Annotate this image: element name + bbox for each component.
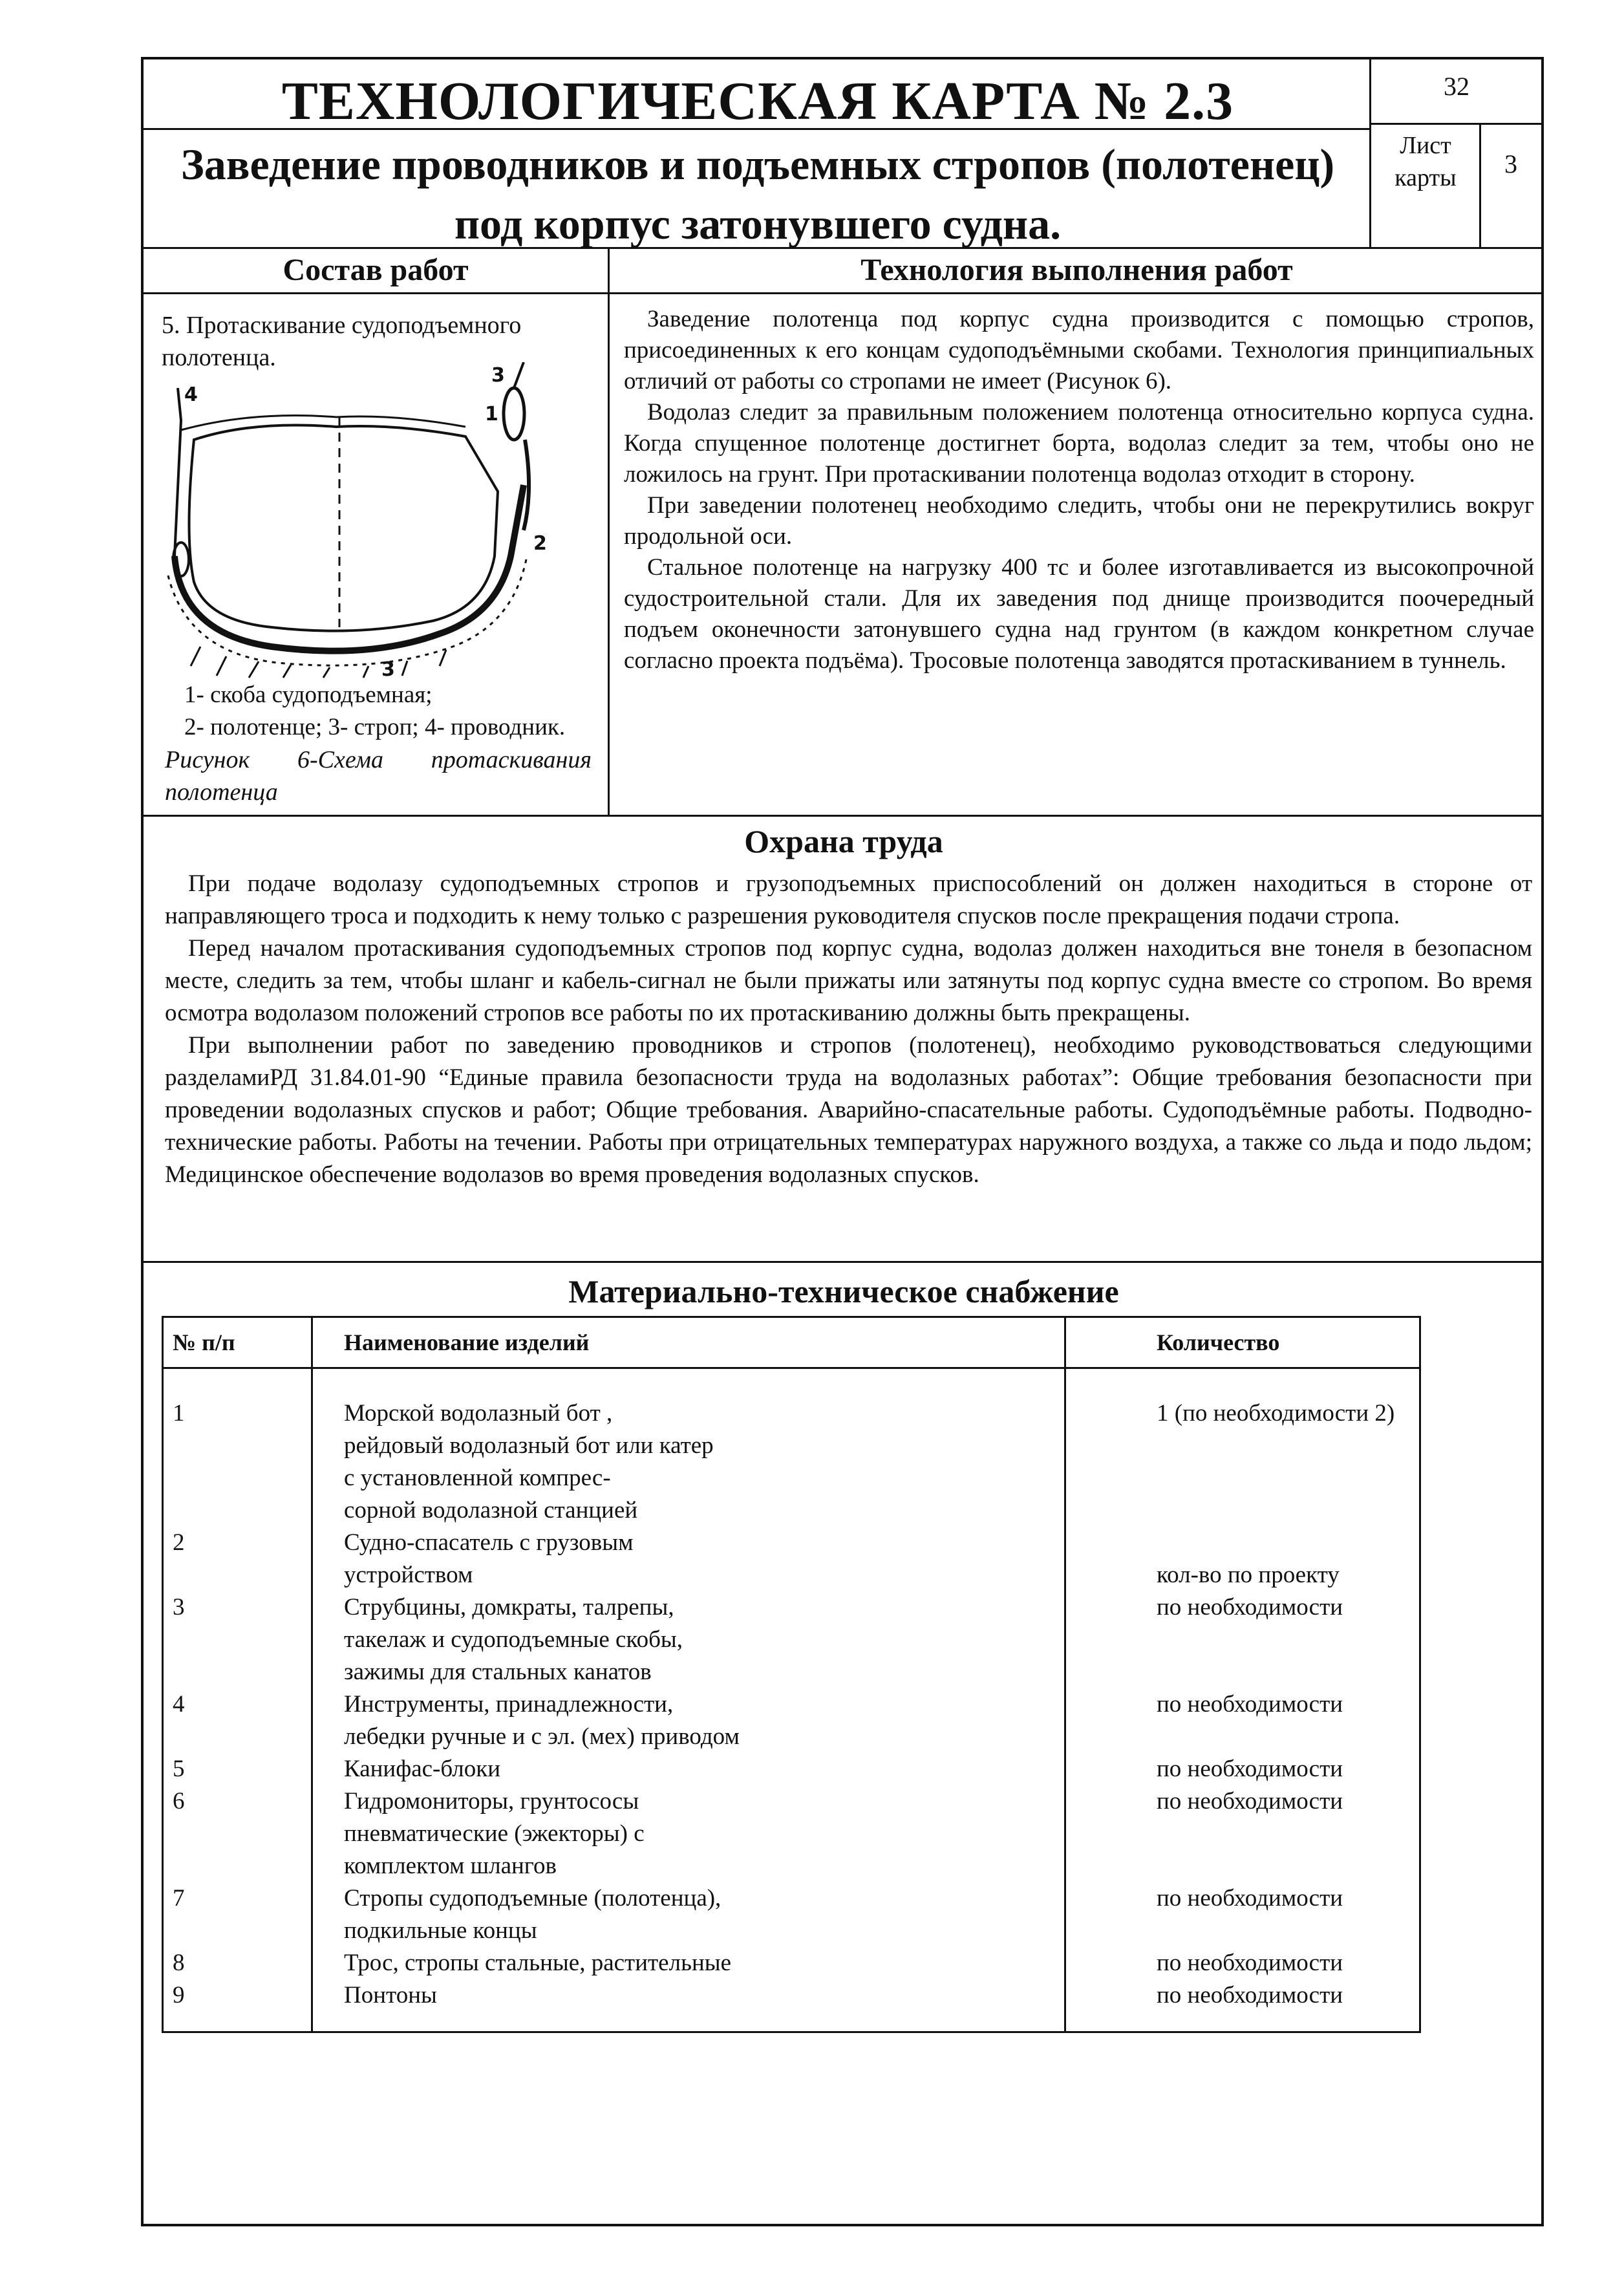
safety-text [165,868,1532,1191]
safety-paragraph-2: Перед началом протаскивания судоподъемных стропов под корпус судна, водолаз должен находиться вне тонеля в безопасном месте, следить за тем, чтобы шланг и кабель-сигнал не были прижаты или затянуты под корпус судна вместе со стропом. Во время осмотра водолазом положений стропов все работы по их протаскиванию должны быть прекращены. [165,935,1532,1026]
towel-band [175,485,524,651]
column-head-rule [141,292,1544,294]
legend-line-2: 2- полотенце; 3- строп; 4- проводник. [184,714,566,740]
supply-heading: Материально-техническое снабжение [568,1273,1119,1309]
work-composition-heading: Состав работ [283,253,469,287]
technology-paragraph-2: Водолаз следит за правильным положением полотенца относительно корпуса судна. Когда спущенное полотенце достигнет борта, водолаз следит за тем, чтобы оно не ложилось на грунт. При протаскивании полотенца водолаз отходит в сторону. [624,399,1534,488]
row-number: 9 [163,1979,312,2032]
subtitle-line-2: под корпус затонувшего судна. [454,199,1062,248]
sheet-divider [1369,123,1544,125]
hull-outline [189,425,498,631]
supply-header-row [163,1317,1420,1368]
sling-line [514,362,524,388]
legend-line-1: 1- скоба судоподъемная; [184,682,433,708]
row-quantity: по необходимости [1065,1591,1420,1688]
table-row [163,1688,1420,1753]
table-row [163,1591,1420,1688]
fig-label-3-top: 3 [491,364,505,387]
table-row [163,1979,1420,2032]
table-row [163,1882,1420,1947]
row-quantity: 1 (по необходимости 2) [1065,1368,1420,1527]
row-item-name: Понтоны [312,1979,1065,2032]
row-item-name: Струбцины, домкраты, талрепы, такелаж и судоподъемные скобы, зажимы для стальных канатов [312,1591,1065,1688]
row-item-name: Морской водолазный бот , рейдовый водолазный бот или катер с установленной компрес- сорной водолазной станцией [312,1368,1065,1527]
row-quantity: по необходимости [1065,1688,1420,1753]
supply-table [162,1316,1421,2033]
fig-label-1: 1 [485,403,498,425]
row-number: 6 [163,1785,312,1882]
shackle [504,388,524,440]
row-quantity: по необходимости [1065,1753,1420,1785]
page-subtitle [144,135,1372,253]
row-item-name: Гидромониторы, грунтососы пневматические (эжекторы) с комплектом шлангов [312,1785,1065,1882]
row-item-name: Стропы судоподъемные (полотенца), подкильные концы [312,1882,1065,1947]
row-item-name: Судно-спасатель с грузовым устройством [312,1527,1065,1591]
figure-caption: Рисунок 6-Схема протаскивания полотенца [165,746,592,806]
table-row [163,1527,1420,1591]
row-number: 4 [163,1688,312,1753]
table-row [163,1785,1420,1882]
page-title: ТЕХНОЛОГИЧЕСКАЯ КАРТА № 2.3 [281,71,1234,131]
row-quantity: по необходимости [1065,1947,1420,1979]
row-quantity: кол-во по проекту [1065,1527,1420,1591]
technology-paragraph-3: При заведении полотенец необходимо следить, чтобы они не перекрутились вокруг продольной оси. [624,492,1534,550]
fig-label-2: 2 [533,532,547,555]
row-number: 1 [163,1368,312,1527]
technology-text [624,304,1534,676]
row-quantity: по необходимости [1065,1785,1420,1882]
safety-paragraph-3: При выполнении работ по заведению проводников и стропов (полотенец), необходимо руководствоваться следующими разделамиРД 31.84.01-90 “Единые правила безопасности труда на водолазных работах”: Общие требования безопасности при проведении водолазных спусков и работ; Общие требования. Аварийно-спасательные работы. Судоподъёмные работы. Подводно-технические работы. Работы на течении. Работы при отрицательных температурах наружного воздуха, а также со льда и подо льдом; Медицинское обеспечение водолазов во время проведения водолазных спусков. [165,1032,1532,1188]
technology-paragraph-1: Заведение полотенца под корпус судна производится с помощью стропов, присоединенных к его концам судоподъёмными скобами. Технология принципиальных отличий от работы со стропами не имеет (Рисунок 6). [624,306,1534,394]
row-quantity: по необходимости [1065,1882,1420,1947]
work-section-rule [141,815,1544,817]
row-number: 8 [163,1947,312,1979]
technology-paragraph-4: Стальное полотенце на нагрузку 400 тс и более изготавливается из высокопрочной судостроительной стали. Для их заведения под днище производится поочередный подъем оконечности затонувшего судна над грунтом (в каждом конкретном случае согласно проекта подъёма). Тросовые полотенца заводятся протаскиванием в туннель. [624,554,1534,674]
fig-label-4: 4 [184,383,198,406]
table-row [163,1753,1420,1785]
row-number: 5 [163,1753,312,1785]
safety-paragraph-1: При подаче водолазу судоподъемных стропов и грузоподъемных приспособлений он должен находиться в стороне от направляющего троса и подходить к нему только с разрешения руководителя спусков после прекращения подачи стропа. [165,870,1532,929]
row-number: 2 [163,1527,312,1591]
header-qty: Количество [1065,1317,1420,1368]
row-number: 3 [163,1591,312,1688]
supply-body [163,1368,1420,2032]
page-number: 32 [1444,72,1469,101]
row-number: 7 [163,1882,312,1947]
step-title: 5. Протаскивание судоподъемного полотенца. [162,312,522,371]
sheet-value: 3 [1504,149,1517,178]
header-num: № п/п [163,1317,312,1368]
header-name: Наименование изделий [312,1317,1065,1368]
safety-section-rule [141,1261,1544,1263]
subtitle-line-1: Заведение проводников и подъемных стропов (полотенец) [180,140,1335,189]
row-item-name: Инструменты, принадлежности, лебедки ручные и с эл. (мех) приводом [312,1688,1065,1753]
sheet-label: Лист карты [1394,132,1457,191]
figure-legend [184,679,604,744]
row-item-name: Трос, стропы стальные, растительные [312,1947,1065,1979]
row-quantity: по необходимости [1065,1979,1420,2032]
fig-label-3-bottom: 3 [381,658,395,679]
technology-heading: Технология выполнения работ [860,253,1293,287]
column-divider [608,247,610,816]
towing-scheme-figure [162,362,575,679]
table-row [163,1947,1420,1979]
sheet-value-divider [1479,123,1481,248]
deck-line [181,416,465,431]
row-item-name: Канифас-блоки [312,1753,1065,1785]
sling-lower [524,440,529,530]
table-row [163,1368,1420,1527]
safety-heading: Охрана труда [744,823,943,859]
